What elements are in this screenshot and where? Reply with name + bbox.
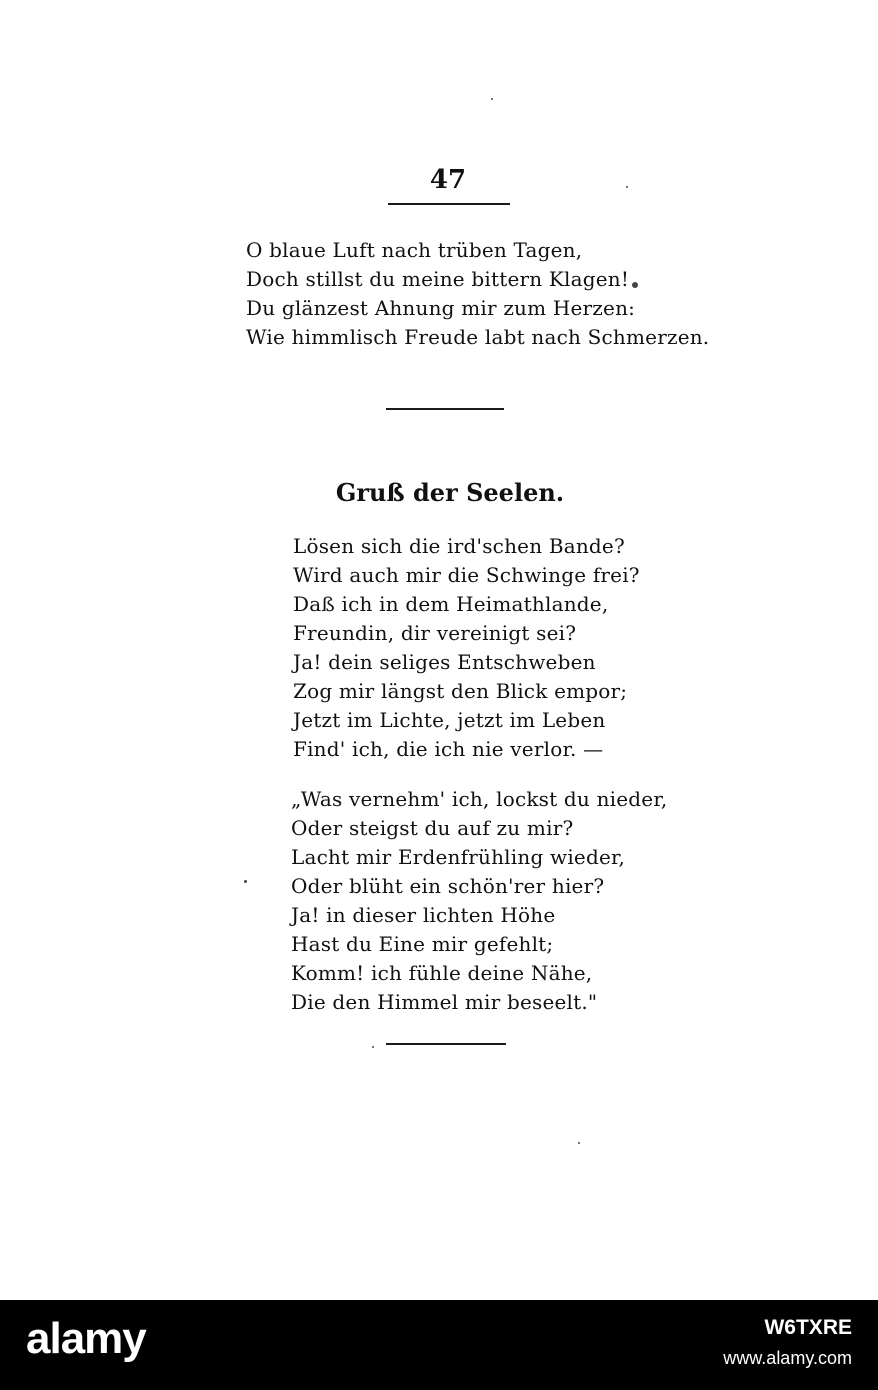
verse-line: Komm! ich fühle deine Nähe,: [291, 961, 593, 985]
stock-image-id: W6TXRE: [764, 1316, 852, 1339]
verse-line: Doch stillst du meine bittern Klagen!: [246, 267, 630, 291]
verse-line: Hast du Eine mir gefehlt;: [291, 932, 554, 956]
print-speck: [244, 880, 247, 883]
verse-line: Zog mir längst den Blick empor;: [293, 679, 628, 703]
verse-line: Freundin, dir vereinigt sei?: [293, 621, 577, 645]
verse-line: Oder steigst du auf zu mir?: [291, 816, 574, 840]
print-speck: [491, 98, 493, 100]
verse-line: Jetzt im Lichte, jetzt im Leben: [293, 708, 606, 732]
print-speck: [626, 186, 628, 188]
verse-line: Wird auch mir die Schwinge frei?: [293, 563, 640, 587]
verse-line: Die den Himmel mir beseelt.": [291, 990, 598, 1014]
verse-line: Lacht mir Erdenfrühling wieder,: [291, 845, 626, 869]
verse-line: Ja! dein seliges Entschweben: [293, 650, 596, 674]
verse-line: „Was vernehm' ich, lockst du nieder,: [291, 787, 668, 811]
verse-line: Find' ich, die ich nie verlor. —: [293, 737, 604, 761]
verse-line: O blaue Luft nach trüben Tagen,: [246, 238, 583, 262]
section-divider: [386, 408, 504, 410]
verse-line: Oder blüht ein schön'rer hier?: [291, 874, 605, 898]
stanza-top: [246, 236, 709, 352]
end-rule: [386, 1043, 506, 1045]
verse-line: Daß ich in dem Heimathlande,: [293, 592, 609, 616]
verse-line: Lösen sich die ird'schen Bande?: [293, 534, 625, 558]
stanza-2: [291, 785, 667, 1017]
verse-line: Ja! in dieser lichten Höhe: [291, 903, 556, 927]
print-speck: [372, 1046, 374, 1048]
print-speck: [632, 282, 638, 288]
verse-line: Wie himmlisch Freude labt nach Schmerzen.: [246, 325, 710, 349]
stanza-1: [293, 532, 640, 764]
watermark-footer: [0, 1300, 878, 1390]
verse-line: Du glänzest Ahnung mir zum Herzen:: [246, 296, 636, 320]
header-rule: [388, 203, 510, 205]
print-speck: [578, 1142, 580, 1144]
brand-logo: alamy: [26, 1314, 146, 1363]
stock-url: www.alamy.com: [723, 1348, 852, 1368]
page-number: 47: [429, 165, 467, 195]
poem-title: Gruß der Seelen.: [335, 478, 565, 507]
